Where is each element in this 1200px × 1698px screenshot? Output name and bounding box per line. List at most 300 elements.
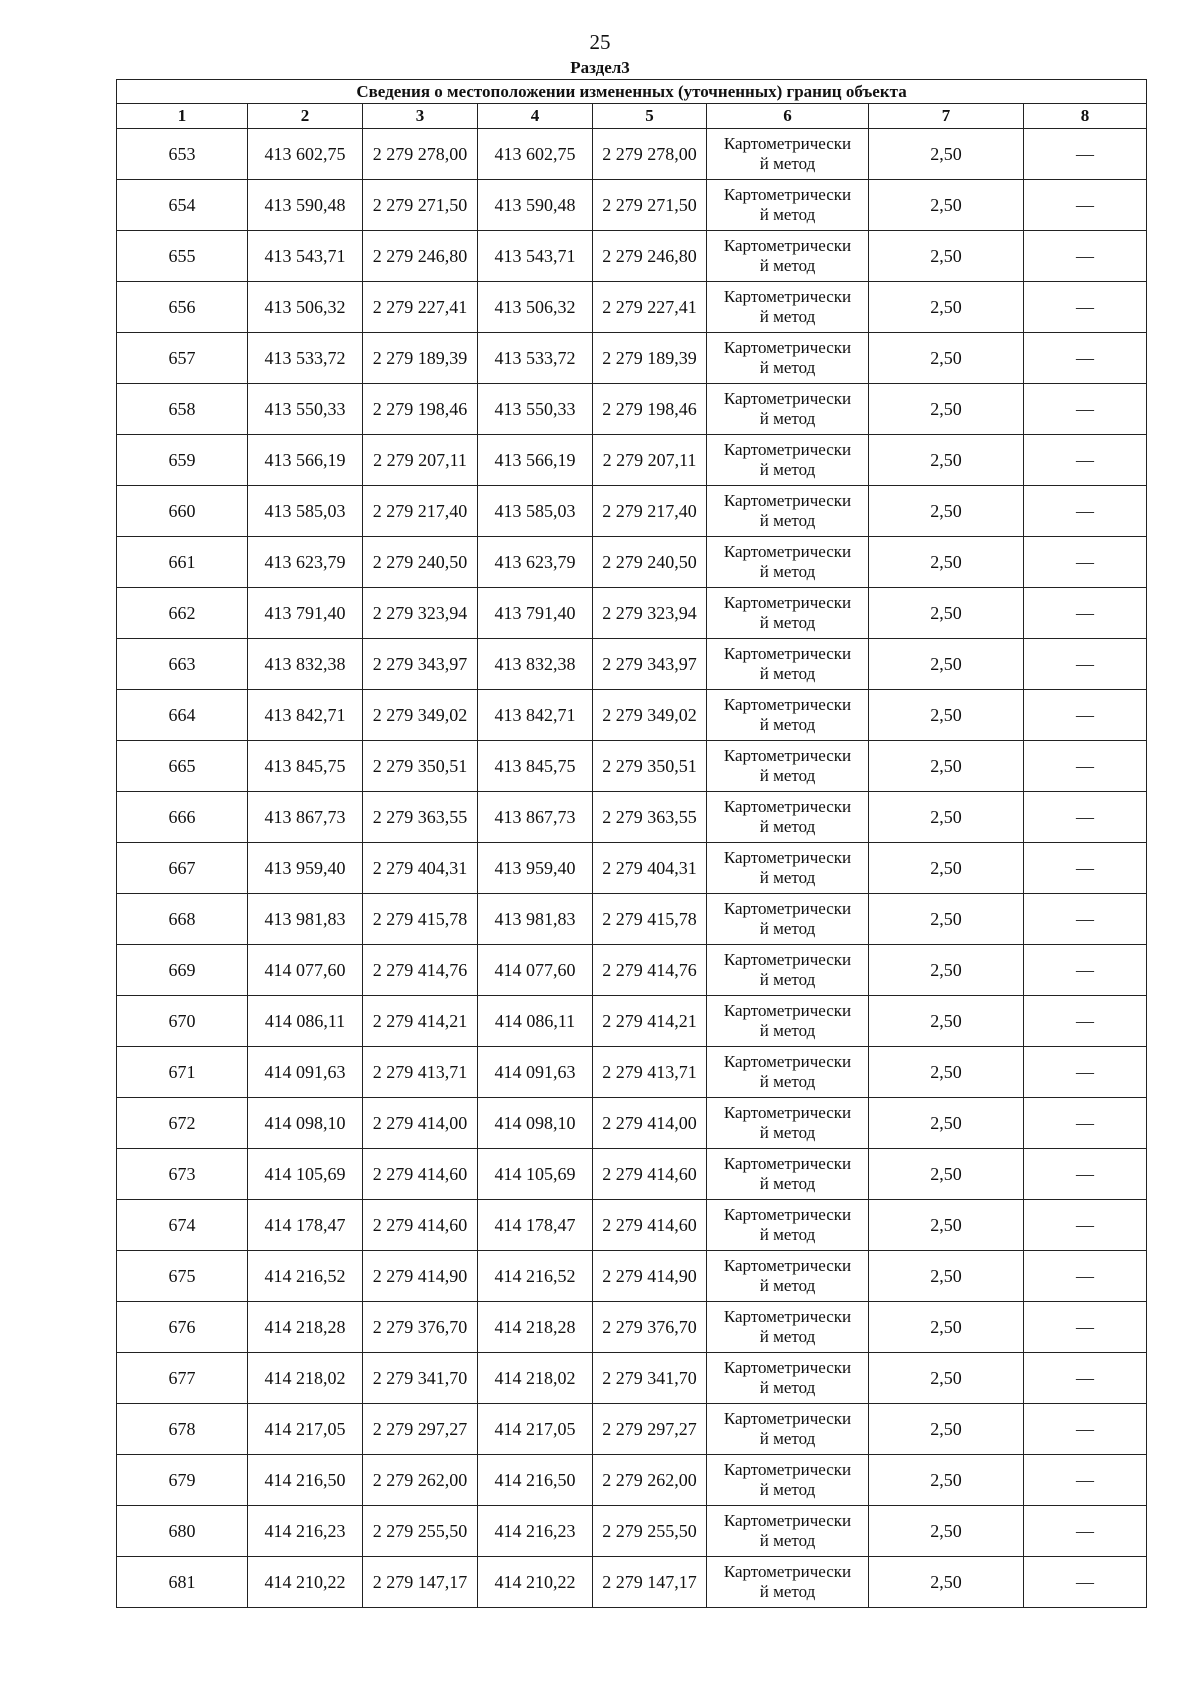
method-line: Картометрически <box>723 1460 852 1479</box>
accuracy-cell: 2,50 <box>869 690 1024 741</box>
table-row <box>117 1200 1147 1251</box>
y-existing-cell: 2 279 189,39 <box>363 333 478 384</box>
table-row <box>117 435 1147 486</box>
x-existing-cell: 413 845,75 <box>248 741 363 792</box>
x-new-cell: 413 842,71 <box>478 690 593 741</box>
y-existing-cell: 2 279 240,50 <box>363 537 478 588</box>
y-existing-cell: 2 279 227,41 <box>363 282 478 333</box>
accuracy-cell: 2,50 <box>869 945 1024 996</box>
y-new-cell: 2 279 414,60 <box>593 1149 707 1200</box>
y-new-cell: 2 279 323,94 <box>593 588 707 639</box>
x-existing-cell: 413 566,19 <box>248 435 363 486</box>
point-number-cell: 677 <box>117 1353 248 1404</box>
note-cell: — <box>1024 231 1147 282</box>
method-line: й метод <box>759 919 816 938</box>
point-number-cell: 674 <box>117 1200 248 1251</box>
x-existing-cell: 414 178,47 <box>248 1200 363 1251</box>
y-new-cell: 2 279 255,50 <box>593 1506 707 1557</box>
x-existing-cell: 413 602,75 <box>248 129 363 180</box>
x-existing-cell: 414 216,23 <box>248 1506 363 1557</box>
y-existing-cell: 2 279 217,40 <box>363 486 478 537</box>
note-cell: — <box>1024 537 1147 588</box>
x-new-cell: 414 077,60 <box>478 945 593 996</box>
method-line: й метод <box>759 1582 816 1601</box>
table-row <box>117 384 1147 435</box>
table-row <box>117 894 1147 945</box>
y-existing-cell: 2 279 198,46 <box>363 384 478 435</box>
table-row <box>117 1557 1147 1608</box>
method-line: Картометрически <box>723 338 852 357</box>
method-line: й метод <box>759 307 816 326</box>
note-cell: — <box>1024 792 1147 843</box>
point-number-cell: 671 <box>117 1047 248 1098</box>
accuracy-cell: 2,50 <box>869 843 1024 894</box>
note-cell: — <box>1024 129 1147 180</box>
table-row <box>117 1098 1147 1149</box>
y-new-cell: 2 279 363,55 <box>593 792 707 843</box>
method-cell <box>707 690 869 741</box>
accuracy-cell: 2,50 <box>869 792 1024 843</box>
point-number-cell: 665 <box>117 741 248 792</box>
table-row <box>117 129 1147 180</box>
x-new-cell: 413 543,71 <box>478 231 593 282</box>
method-cell <box>707 843 869 894</box>
y-new-cell: 2 279 227,41 <box>593 282 707 333</box>
method-cell <box>707 1251 869 1302</box>
point-number-cell: 653 <box>117 129 248 180</box>
method-line: Картометрически <box>723 1307 852 1326</box>
method-cell <box>707 537 869 588</box>
x-existing-cell: 413 585,03 <box>248 486 363 537</box>
y-existing-cell: 2 279 255,50 <box>363 1506 478 1557</box>
note-cell: — <box>1024 1557 1147 1608</box>
note-cell: — <box>1024 588 1147 639</box>
column-number: 4 <box>478 104 593 129</box>
method-line: Картометрически <box>723 593 852 612</box>
x-new-cell: 413 566,19 <box>478 435 593 486</box>
column-number: 5 <box>593 104 707 129</box>
note-cell: — <box>1024 1047 1147 1098</box>
accuracy-cell: 2,50 <box>869 1353 1024 1404</box>
y-new-cell: 2 279 207,11 <box>593 435 707 486</box>
y-existing-cell: 2 279 414,76 <box>363 945 478 996</box>
note-cell: — <box>1024 639 1147 690</box>
y-existing-cell: 2 279 363,55 <box>363 792 478 843</box>
method-cell <box>707 435 869 486</box>
column-number: 2 <box>248 104 363 129</box>
method-line: й метод <box>759 1225 816 1244</box>
x-new-cell: 414 105,69 <box>478 1149 593 1200</box>
accuracy-cell: 2,50 <box>869 282 1024 333</box>
method-line: Картометрически <box>723 389 852 408</box>
method-line: й метод <box>759 766 816 785</box>
y-new-cell: 2 279 343,97 <box>593 639 707 690</box>
x-new-cell: 414 218,28 <box>478 1302 593 1353</box>
method-line: й метод <box>759 409 816 428</box>
point-number-cell: 681 <box>117 1557 248 1608</box>
x-existing-cell: 414 098,10 <box>248 1098 363 1149</box>
method-line: й метод <box>759 1480 816 1499</box>
y-existing-cell: 2 279 343,97 <box>363 639 478 690</box>
method-cell <box>707 792 869 843</box>
column-number: 8 <box>1024 104 1147 129</box>
y-existing-cell: 2 279 413,71 <box>363 1047 478 1098</box>
method-cell <box>707 1149 869 1200</box>
method-line: й метод <box>759 460 816 479</box>
point-number-cell: 655 <box>117 231 248 282</box>
method-cell <box>707 945 869 996</box>
method-line: й метод <box>759 1327 816 1346</box>
x-existing-cell: 413 590,48 <box>248 180 363 231</box>
x-new-cell: 413 867,73 <box>478 792 593 843</box>
accuracy-cell: 2,50 <box>869 1404 1024 1455</box>
method-cell <box>707 588 869 639</box>
method-line: й метод <box>759 1072 816 1091</box>
x-existing-cell: 413 550,33 <box>248 384 363 435</box>
method-cell <box>707 639 869 690</box>
y-existing-cell: 2 279 147,17 <box>363 1557 478 1608</box>
column-number: 3 <box>363 104 478 129</box>
method-cell <box>707 1302 869 1353</box>
table-row <box>117 945 1147 996</box>
note-cell: — <box>1024 333 1147 384</box>
accuracy-cell: 2,50 <box>869 639 1024 690</box>
x-new-cell: 413 845,75 <box>478 741 593 792</box>
note-cell: — <box>1024 1302 1147 1353</box>
table-row <box>117 588 1147 639</box>
point-number-cell: 668 <box>117 894 248 945</box>
accuracy-cell: 2,50 <box>869 486 1024 537</box>
point-number-cell: 664 <box>117 690 248 741</box>
y-new-cell: 2 279 413,71 <box>593 1047 707 1098</box>
y-new-cell: 2 279 349,02 <box>593 690 707 741</box>
x-existing-cell: 413 506,32 <box>248 282 363 333</box>
x-new-cell: 413 623,79 <box>478 537 593 588</box>
method-cell <box>707 894 869 945</box>
table-row <box>117 180 1147 231</box>
accuracy-cell: 2,50 <box>869 894 1024 945</box>
method-cell <box>707 741 869 792</box>
x-new-cell: 413 533,72 <box>478 333 593 384</box>
x-new-cell: 413 959,40 <box>478 843 593 894</box>
y-existing-cell: 2 279 414,00 <box>363 1098 478 1149</box>
method-line: й метод <box>759 1531 816 1550</box>
column-number-row <box>117 104 1147 129</box>
table-row <box>117 639 1147 690</box>
note-cell: — <box>1024 282 1147 333</box>
x-new-cell: 414 178,47 <box>478 1200 593 1251</box>
table-row <box>117 1404 1147 1455</box>
column-number: 6 <box>707 104 869 129</box>
y-new-cell: 2 279 414,60 <box>593 1200 707 1251</box>
method-line: Картометрически <box>723 134 852 153</box>
note-cell: — <box>1024 1353 1147 1404</box>
x-existing-cell: 413 533,72 <box>248 333 363 384</box>
y-existing-cell: 2 279 376,70 <box>363 1302 478 1353</box>
x-existing-cell: 413 623,79 <box>248 537 363 588</box>
y-new-cell: 2 279 297,27 <box>593 1404 707 1455</box>
point-number-cell: 658 <box>117 384 248 435</box>
method-cell <box>707 1098 869 1149</box>
x-new-cell: 413 791,40 <box>478 588 593 639</box>
point-number-cell: 654 <box>117 180 248 231</box>
y-existing-cell: 2 279 262,00 <box>363 1455 478 1506</box>
accuracy-cell: 2,50 <box>869 1149 1024 1200</box>
x-new-cell: 413 585,03 <box>478 486 593 537</box>
x-new-cell: 413 550,33 <box>478 384 593 435</box>
x-existing-cell: 414 210,22 <box>248 1557 363 1608</box>
x-new-cell: 414 216,52 <box>478 1251 593 1302</box>
method-line: Картометрически <box>723 440 852 459</box>
y-existing-cell: 2 279 404,31 <box>363 843 478 894</box>
point-number-cell: 663 <box>117 639 248 690</box>
y-new-cell: 2 279 198,46 <box>593 384 707 435</box>
method-line: й метод <box>759 817 816 836</box>
point-number-cell: 670 <box>117 996 248 1047</box>
table-row <box>117 537 1147 588</box>
method-line: й метод <box>759 1174 816 1193</box>
point-number-cell: 657 <box>117 333 248 384</box>
note-cell: — <box>1024 894 1147 945</box>
y-new-cell: 2 279 147,17 <box>593 1557 707 1608</box>
accuracy-cell: 2,50 <box>869 129 1024 180</box>
accuracy-cell: 2,50 <box>869 588 1024 639</box>
y-new-cell: 2 279 246,80 <box>593 231 707 282</box>
y-new-cell: 2 279 414,76 <box>593 945 707 996</box>
method-line: Картометрически <box>723 1205 852 1224</box>
method-line: Картометрически <box>723 950 852 969</box>
method-line: й метод <box>759 868 816 887</box>
method-line: й метод <box>759 511 816 530</box>
note-cell: — <box>1024 1404 1147 1455</box>
x-existing-cell: 414 091,63 <box>248 1047 363 1098</box>
method-line: й метод <box>759 1276 816 1295</box>
y-existing-cell: 2 279 323,94 <box>363 588 478 639</box>
x-new-cell: 414 091,63 <box>478 1047 593 1098</box>
accuracy-cell: 2,50 <box>869 1200 1024 1251</box>
method-cell <box>707 384 869 435</box>
method-line: й метод <box>759 358 816 377</box>
table-row <box>117 1047 1147 1098</box>
method-line: й метод <box>759 970 816 989</box>
method-line: Картометрически <box>723 1001 852 1020</box>
note-cell: — <box>1024 1251 1147 1302</box>
x-existing-cell: 413 543,71 <box>248 231 363 282</box>
x-existing-cell: 413 832,38 <box>248 639 363 690</box>
x-existing-cell: 413 791,40 <box>248 588 363 639</box>
table-row <box>117 1506 1147 1557</box>
method-line: Картометрически <box>723 287 852 306</box>
point-number-cell: 666 <box>117 792 248 843</box>
x-existing-cell: 414 105,69 <box>248 1149 363 1200</box>
x-new-cell: 414 216,50 <box>478 1455 593 1506</box>
method-line: й метод <box>759 154 816 173</box>
point-number-cell: 679 <box>117 1455 248 1506</box>
accuracy-cell: 2,50 <box>869 1098 1024 1149</box>
x-existing-cell: 413 981,83 <box>248 894 363 945</box>
table-row <box>117 231 1147 282</box>
page-number: 25 <box>589 30 611 54</box>
note-cell: — <box>1024 690 1147 741</box>
method-cell <box>707 1455 869 1506</box>
y-existing-cell: 2 279 271,50 <box>363 180 478 231</box>
point-number-cell: 675 <box>117 1251 248 1302</box>
y-new-cell: 2 279 271,50 <box>593 180 707 231</box>
accuracy-cell: 2,50 <box>869 1302 1024 1353</box>
method-line: й метод <box>759 715 816 734</box>
table-row <box>117 282 1147 333</box>
method-cell <box>707 486 869 537</box>
point-number-cell: 678 <box>117 1404 248 1455</box>
x-new-cell: 414 086,11 <box>478 996 593 1047</box>
point-number-cell: 659 <box>117 435 248 486</box>
x-new-cell: 413 981,83 <box>478 894 593 945</box>
point-number-cell: 661 <box>117 537 248 588</box>
method-line: й метод <box>759 613 816 632</box>
point-number-cell: 660 <box>117 486 248 537</box>
y-existing-cell: 2 279 297,27 <box>363 1404 478 1455</box>
table-row <box>117 1149 1147 1200</box>
accuracy-cell: 2,50 <box>869 996 1024 1047</box>
accuracy-cell: 2,50 <box>869 537 1024 588</box>
y-existing-cell: 2 279 349,02 <box>363 690 478 741</box>
note-cell: — <box>1024 945 1147 996</box>
note-cell: — <box>1024 1200 1147 1251</box>
column-number: 1 <box>117 104 248 129</box>
method-cell <box>707 231 869 282</box>
column-number: 7 <box>869 104 1024 129</box>
method-cell <box>707 1047 869 1098</box>
note-cell: — <box>1024 486 1147 537</box>
method-line: Картометрически <box>723 848 852 867</box>
y-new-cell: 2 279 262,00 <box>593 1455 707 1506</box>
method-line: Картометрически <box>723 236 852 255</box>
method-cell <box>707 1353 869 1404</box>
table-row <box>117 486 1147 537</box>
accuracy-cell: 2,50 <box>869 231 1024 282</box>
method-line: й метод <box>759 1429 816 1448</box>
y-new-cell: 2 279 376,70 <box>593 1302 707 1353</box>
y-new-cell: 2 279 414,90 <box>593 1251 707 1302</box>
method-cell <box>707 1557 869 1608</box>
x-new-cell: 413 506,32 <box>478 282 593 333</box>
y-existing-cell: 2 279 350,51 <box>363 741 478 792</box>
x-existing-cell: 414 077,60 <box>248 945 363 996</box>
y-new-cell: 2 279 415,78 <box>593 894 707 945</box>
accuracy-cell: 2,50 <box>869 333 1024 384</box>
accuracy-cell: 2,50 <box>869 435 1024 486</box>
x-new-cell: 414 216,23 <box>478 1506 593 1557</box>
section-title: Раздел3 <box>570 58 630 77</box>
method-line: Картометрически <box>723 491 852 510</box>
y-new-cell: 2 279 217,40 <box>593 486 707 537</box>
x-existing-cell: 414 218,28 <box>248 1302 363 1353</box>
method-line: Картометрически <box>723 1256 852 1275</box>
point-number-cell: 676 <box>117 1302 248 1353</box>
method-cell <box>707 996 869 1047</box>
x-existing-cell: 413 867,73 <box>248 792 363 843</box>
point-number-cell: 673 <box>117 1149 248 1200</box>
method-line: Картометрически <box>723 185 852 204</box>
accuracy-cell: 2,50 <box>869 741 1024 792</box>
y-existing-cell: 2 279 341,70 <box>363 1353 478 1404</box>
accuracy-cell: 2,50 <box>869 1047 1024 1098</box>
note-cell: — <box>1024 843 1147 894</box>
point-number-cell: 656 <box>117 282 248 333</box>
point-number-cell: 667 <box>117 843 248 894</box>
method-line: Картометрически <box>723 797 852 816</box>
note-cell: — <box>1024 435 1147 486</box>
x-new-cell: 413 832,38 <box>478 639 593 690</box>
x-existing-cell: 414 218,02 <box>248 1353 363 1404</box>
table-body <box>117 129 1147 1608</box>
method-line: Картометрически <box>723 644 852 663</box>
y-new-cell: 2 279 240,50 <box>593 537 707 588</box>
x-existing-cell: 414 216,50 <box>248 1455 363 1506</box>
accuracy-cell: 2,50 <box>869 1455 1024 1506</box>
method-cell <box>707 1404 869 1455</box>
y-existing-cell: 2 279 278,00 <box>363 129 478 180</box>
accuracy-cell: 2,50 <box>869 1557 1024 1608</box>
method-cell <box>707 1200 869 1251</box>
method-line: Картометрически <box>723 746 852 765</box>
method-line: й метод <box>759 562 816 581</box>
method-line: й метод <box>759 1378 816 1397</box>
point-number-cell: 680 <box>117 1506 248 1557</box>
accuracy-cell: 2,50 <box>869 1506 1024 1557</box>
y-existing-cell: 2 279 414,90 <box>363 1251 478 1302</box>
note-cell: — <box>1024 384 1147 435</box>
note-cell: — <box>1024 741 1147 792</box>
y-new-cell: 2 279 414,00 <box>593 1098 707 1149</box>
table-row <box>117 1251 1147 1302</box>
method-line: й метод <box>759 664 816 683</box>
point-number-cell: 662 <box>117 588 248 639</box>
method-line: Картометрически <box>723 899 852 918</box>
coordinates-table <box>116 79 1147 1608</box>
method-line: й метод <box>759 1123 816 1142</box>
table-row <box>117 1302 1147 1353</box>
table-row <box>117 996 1147 1047</box>
note-cell: — <box>1024 1098 1147 1149</box>
method-cell <box>707 333 869 384</box>
y-existing-cell: 2 279 414,60 <box>363 1149 478 1200</box>
y-new-cell: 2 279 350,51 <box>593 741 707 792</box>
y-existing-cell: 2 279 414,60 <box>363 1200 478 1251</box>
table-row <box>117 690 1147 741</box>
y-new-cell: 2 279 341,70 <box>593 1353 707 1404</box>
accuracy-cell: 2,50 <box>869 180 1024 231</box>
y-existing-cell: 2 279 414,21 <box>363 996 478 1047</box>
point-number-cell: 672 <box>117 1098 248 1149</box>
method-line: й метод <box>759 256 816 275</box>
x-new-cell: 414 098,10 <box>478 1098 593 1149</box>
x-existing-cell: 414 216,52 <box>248 1251 363 1302</box>
y-new-cell: 2 279 404,31 <box>593 843 707 894</box>
x-new-cell: 414 217,05 <box>478 1404 593 1455</box>
y-existing-cell: 2 279 246,80 <box>363 231 478 282</box>
table-row <box>117 1353 1147 1404</box>
y-existing-cell: 2 279 415,78 <box>363 894 478 945</box>
method-line: Картометрически <box>723 542 852 561</box>
x-existing-cell: 414 086,11 <box>248 996 363 1047</box>
y-new-cell: 2 279 414,21 <box>593 996 707 1047</box>
method-line: й метод <box>759 1021 816 1040</box>
note-cell: — <box>1024 1455 1147 1506</box>
table-row <box>117 792 1147 843</box>
method-cell <box>707 129 869 180</box>
method-line: Картометрически <box>723 1511 852 1530</box>
